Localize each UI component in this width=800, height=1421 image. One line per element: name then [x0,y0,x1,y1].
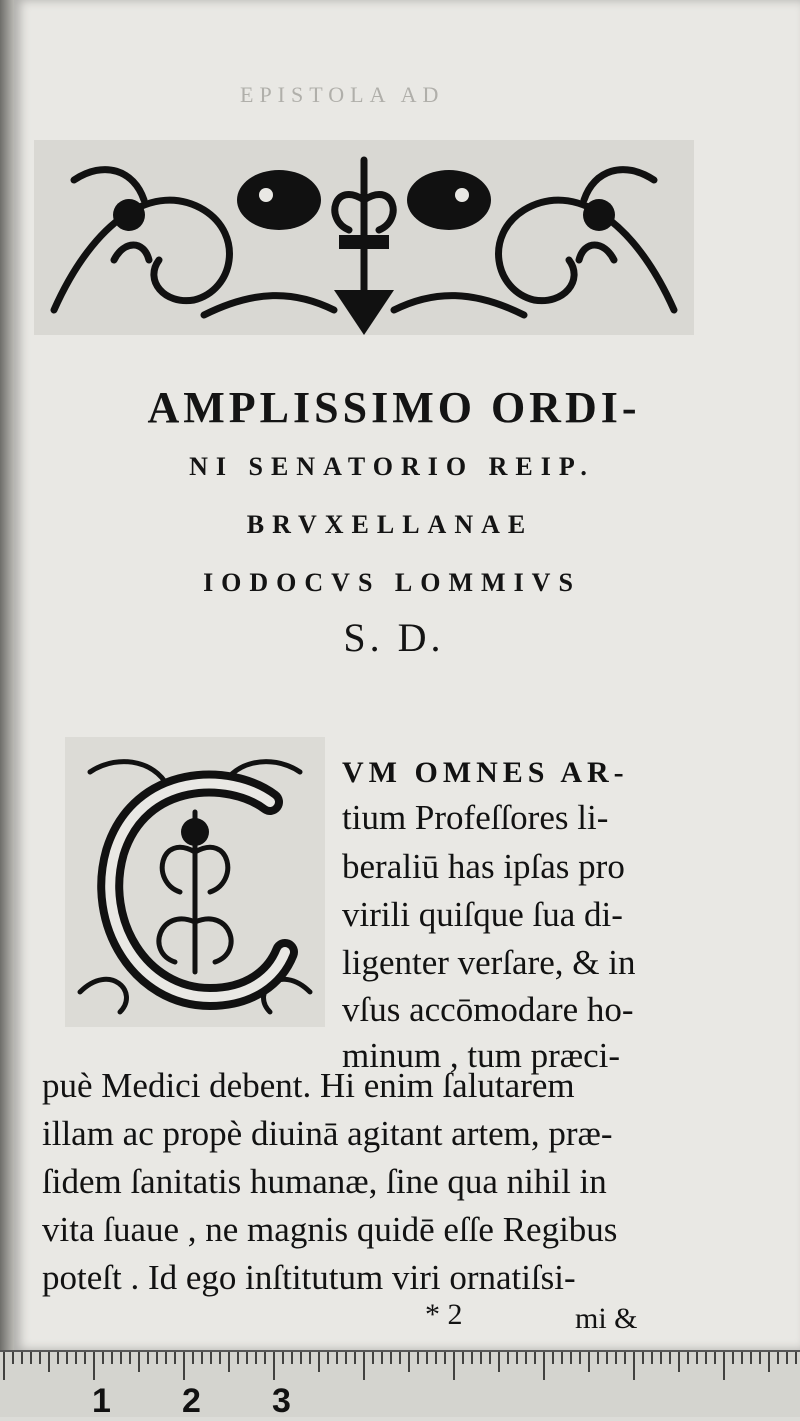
ruler-digit: 2 [182,1382,201,1420]
decorated-initial-c [60,732,330,1032]
binding-gutter [0,0,14,1350]
ornamental-headpiece [34,140,694,335]
title-line-4: IODOCVS LOMMIVS [203,568,581,597]
body-line: vita ſuaue , ne magnis quidē eſſe Regibus [42,1210,618,1249]
body-line: ſidem ſanitatis humanæ, ſine qua nihil in [42,1162,607,1201]
body-line: minum , tum præci- [342,1036,621,1075]
title-line-5: S. D. [343,615,445,660]
body-line: puè Medici debent. Hi enim ſalutarem [42,1066,575,1105]
title-line-2: NI SENATORIO REIP. [189,452,595,481]
body-line: illam ac propè diuinā agitant artem, præ- [42,1114,613,1153]
signature-mark: * 2 [425,1298,463,1331]
opening-caps: VM OMNES AR- [342,756,629,789]
body-line: tium Profeſſores li- [342,798,609,837]
body-line: vſus accōmodare ho- [342,990,634,1029]
ruler-ticks [0,1352,800,1382]
ruler-digit: 3 [272,1382,291,1420]
measuring-ruler [0,1350,800,1420]
catchword: mi & [575,1302,638,1335]
title-line-3: BRVXELLANAE [246,510,534,539]
body-line: poteſt . Id ego inſtitutum viri ornatiſsi- [42,1258,576,1297]
body-line: virili quiſque ſua di- [342,895,623,934]
running-head-ghost: EPISTOLA AD [240,82,445,107]
ruler-digit: 1 [92,1382,111,1420]
body-line: ligenter verſare, & in [342,943,636,982]
title-line-1: AMPLISSIMO ORDI- [147,383,641,432]
body-line: beraliū has ipſas pro [342,847,625,886]
